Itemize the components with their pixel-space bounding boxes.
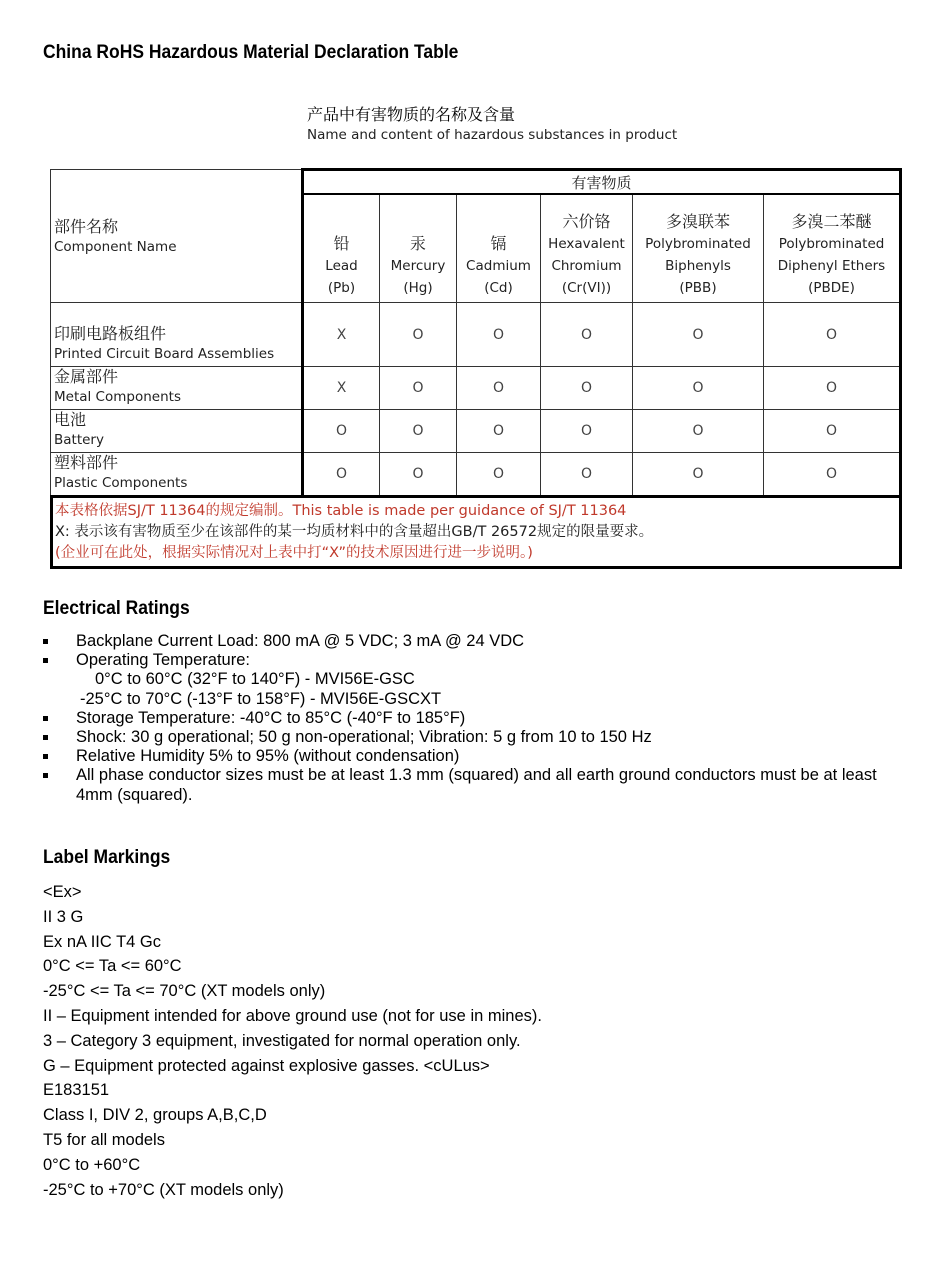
substance-symbol: (PBB) xyxy=(679,280,717,296)
marking-line: II 3 G xyxy=(43,907,84,926)
marking-line: 0°C to +60°C xyxy=(43,1155,141,1174)
component-header-zh: 部件名称 xyxy=(54,217,119,236)
component-name xyxy=(51,410,303,453)
marking-line: Ex nA IIC T4 Gc xyxy=(43,932,161,951)
bullet-icon xyxy=(43,639,48,644)
substance-cell: O xyxy=(541,453,633,497)
rohs-heading: China RoHS Hazardous Material Declaration Table xyxy=(43,42,459,63)
label-markings-heading: Label Markings xyxy=(43,847,171,868)
rating-operating-std: 0°C to 60°C (32°F to 140°F) - MVI56E-GSC xyxy=(95,670,415,689)
substance-en: Polybrominated Biphenyls xyxy=(645,236,751,274)
substance-header xyxy=(541,194,633,303)
substance-header xyxy=(303,194,380,303)
substance-symbol: (Hg) xyxy=(403,280,433,296)
substance-cell: O xyxy=(380,453,457,497)
rating-shock: Shock: 30 g operational; 50 g non-operational; Vibration: 5 g from 10 to 150 Hz xyxy=(76,728,652,747)
list-item xyxy=(43,709,903,728)
rohs-note-explanation: (企业可在此处，根据实际情况对上表中打“X”的技术原因进行进一步说明。) xyxy=(55,545,533,561)
substance-cell: O xyxy=(764,367,901,410)
substance-cell: O xyxy=(380,410,457,453)
component-name-zh: 塑料部件 xyxy=(54,453,119,472)
marking-line: II – Equipment intended for above ground use (not for use in mines). xyxy=(43,1006,542,1025)
substance-en: Mercury xyxy=(390,258,446,274)
substance-cell: O xyxy=(764,410,901,453)
marking-line: -25°C <= Ta <= 70°C (XT models only) xyxy=(43,982,326,1001)
bullet-icon xyxy=(43,754,48,759)
table-caption xyxy=(307,104,677,144)
substance-cell: O xyxy=(457,453,541,497)
rohs-table-container xyxy=(50,168,900,569)
rohs-note-standard: 本表格依据SJ/T 11364的规定编制。This table is made per guidance of SJ/T 11364 xyxy=(55,503,627,519)
substance-header xyxy=(764,194,901,303)
marking-line: G – Equipment protected against explosive gasses. <cULus> xyxy=(43,1056,490,1075)
component-name-zh: 印刷电路板组件 xyxy=(54,324,167,343)
rating-backplane: Backplane Current Load: 800 mA @ 5 VDC; 3 mA @ 24 VDC xyxy=(76,632,525,650)
component-name-en: Battery xyxy=(54,432,104,448)
substance-cell: O xyxy=(541,410,633,453)
rohs-table xyxy=(50,168,902,498)
substance-cell: X xyxy=(303,367,380,410)
label-markings-list xyxy=(43,880,542,1202)
table-row xyxy=(51,453,901,497)
substance-zh: 六价铬 xyxy=(562,212,611,231)
substance-cell: O xyxy=(303,410,380,453)
list-item xyxy=(43,632,903,651)
component-header xyxy=(51,170,303,303)
substance-en: Polybrominated Diphenyl Ethers xyxy=(777,236,886,274)
marking-line: <Ex> xyxy=(43,883,82,901)
substance-cell: O xyxy=(457,410,541,453)
substance-cell: X xyxy=(303,303,380,367)
table-row xyxy=(51,367,901,410)
substance-zh: 汞 xyxy=(409,234,426,253)
list-item xyxy=(43,747,903,766)
marking-line: -25°C to +70°C (XT models only) xyxy=(43,1180,284,1199)
component-name xyxy=(51,367,303,410)
marking-line: E183151 xyxy=(43,1081,110,1100)
substance-cell: O xyxy=(380,303,457,367)
substance-cell: O xyxy=(457,303,541,367)
table-row xyxy=(51,303,901,367)
list-item xyxy=(43,766,903,804)
component-name-zh: 电池 xyxy=(54,410,87,429)
substance-symbol: (PBDE) xyxy=(808,280,855,296)
marking-line: 3 – Category 3 equipment, investigated for normal operation only. xyxy=(43,1031,521,1050)
marking-line: 0°C <= Ta <= 60°C xyxy=(43,957,182,976)
substance-header xyxy=(633,194,764,303)
substance-symbol: (Cd) xyxy=(484,280,513,296)
substance-en: Lead xyxy=(325,258,358,274)
substance-zh: 镉 xyxy=(490,234,507,253)
rohs-note-x-meaning: X: 表示该有害物质至少在该部件的某一均质材料中的含量超出GB/T 26572规定的限量要求。 xyxy=(55,524,654,540)
substance-cell: O xyxy=(764,303,901,367)
substance-cell: O xyxy=(380,367,457,410)
substance-cell: O xyxy=(541,303,633,367)
substance-cell: O xyxy=(457,367,541,410)
rating-conductors: All phase conductor sizes must be at least 1.3 mm (squared) and all earth ground conductors must be at least 4mm (squared). xyxy=(76,766,877,804)
substance-zh: 多溴联苯 xyxy=(665,212,730,231)
component-name-zh: 金属部件 xyxy=(54,367,119,386)
substance-cell: O xyxy=(633,303,764,367)
rating-operating: Operating Temperature: xyxy=(76,651,250,670)
table-caption-zh: 产品中有害物质的名称及含量 xyxy=(307,105,516,124)
substance-cell: O xyxy=(541,367,633,410)
rating-storage: Storage Temperature: -40°C to 85°C (-40°F to 185°F) xyxy=(76,708,466,727)
bullet-icon xyxy=(43,716,48,721)
bullet-icon xyxy=(43,773,48,778)
electrical-ratings-heading: Electrical Ratings xyxy=(43,598,190,619)
component-name xyxy=(51,303,303,367)
table-row xyxy=(51,410,901,453)
substance-cell: O xyxy=(633,367,764,410)
hazardous-substances-header: 有害物质 xyxy=(303,170,901,195)
bullet-icon xyxy=(43,658,48,663)
component-name xyxy=(51,453,303,497)
substance-en: Hexavalent Chromium xyxy=(548,236,625,274)
substance-header xyxy=(457,194,541,303)
electrical-ratings-list xyxy=(43,632,903,805)
rating-operating-xt: -25°C to 70°C (-13°F to 158°F) - MVI56E-GSCXT xyxy=(80,689,442,708)
table-caption-en: Name and content of hazardous substances in product xyxy=(307,127,678,143)
marking-line: Class I, DIV 2, groups A,B,C,D xyxy=(43,1106,267,1125)
rating-humidity: Relative Humidity 5% to 95% (without condensation) xyxy=(76,747,460,766)
rohs-notes xyxy=(50,498,902,569)
list-item xyxy=(43,651,903,670)
substance-zh: 铅 xyxy=(333,234,350,253)
substance-zh: 多溴二苯醚 xyxy=(791,212,872,231)
component-name-en: Metal Components xyxy=(54,389,181,405)
substance-header xyxy=(380,194,457,303)
substance-symbol: (Pb) xyxy=(327,280,356,296)
substance-cell: O xyxy=(633,453,764,497)
marking-line: T5 for all models xyxy=(43,1130,165,1149)
list-item xyxy=(43,728,903,747)
component-name-en: Plastic Components xyxy=(54,475,188,491)
substance-cell: O xyxy=(633,410,764,453)
substance-cell: O xyxy=(303,453,380,497)
component-name-en: Printed Circuit Board Assemblies xyxy=(54,346,275,362)
substance-symbol: (Cr(VI)) xyxy=(561,280,612,296)
component-header-en: Component Name xyxy=(54,239,177,255)
substance-cell: O xyxy=(764,453,901,497)
bullet-icon xyxy=(43,735,48,740)
substance-en: Cadmium xyxy=(466,258,531,274)
